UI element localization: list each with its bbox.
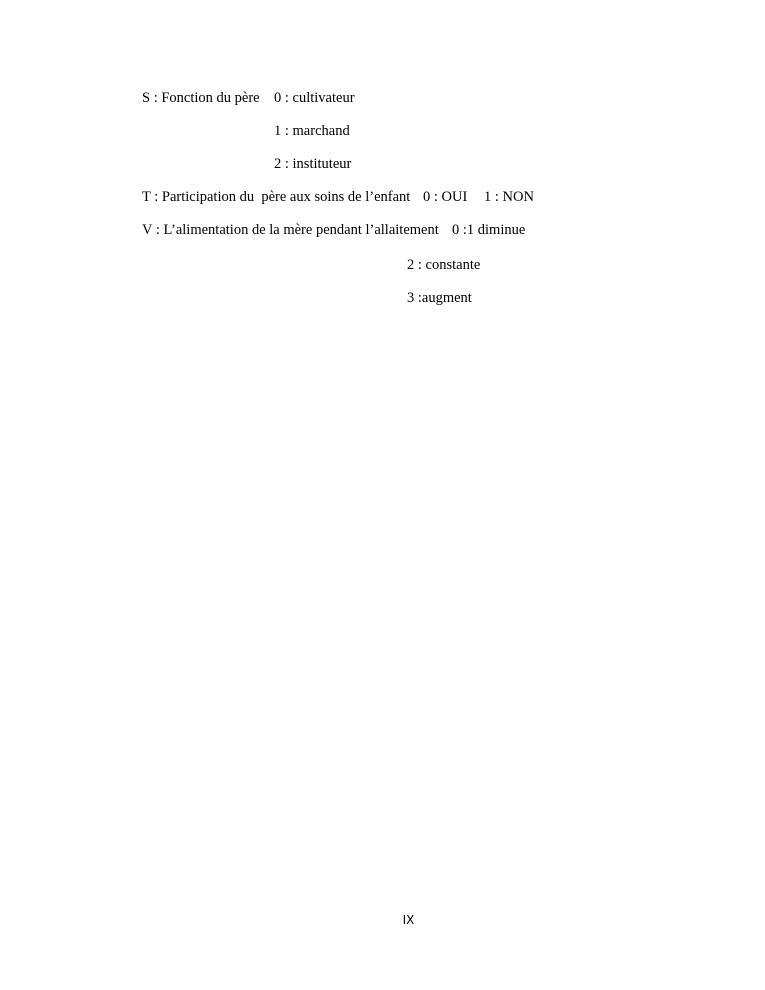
- variable-t-code-0: 0 : OUI: [423, 189, 468, 205]
- variable-t-code-1: 1 : NON: [484, 189, 534, 205]
- variable-s-code-2: 2 : instituteur: [274, 156, 352, 172]
- variable-v-code-2: 3 :augment: [407, 290, 472, 306]
- variable-s-label: S : Fonction du père: [142, 90, 260, 106]
- page-number: IX: [402, 913, 415, 927]
- variable-v-label: V : L’alimentation de la mère pendant l’allaitement: [142, 222, 439, 238]
- variable-v-code-1: 2 : constante: [407, 257, 481, 273]
- variable-v-code-0: 0 :1 diminue: [452, 222, 526, 238]
- variable-s-code-1: 1 : marchand: [274, 123, 350, 139]
- variable-t-label: T : Participation du père aux soins de l’enfant: [142, 189, 411, 205]
- variable-s-code-0: 0 : cultivateur: [274, 90, 355, 106]
